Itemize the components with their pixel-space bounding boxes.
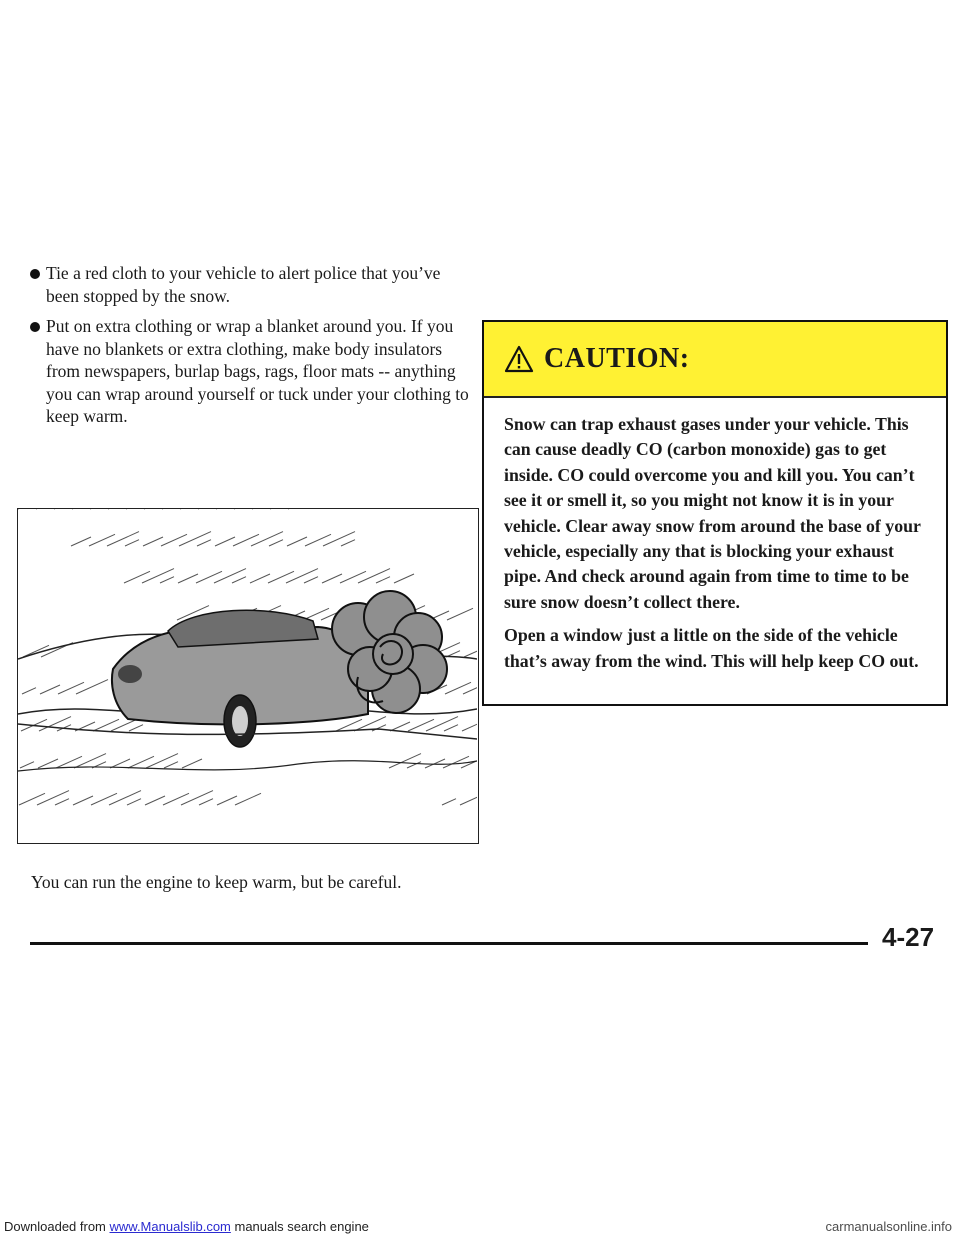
- snowfall-line: [426, 717, 458, 731]
- snowfall-line: [182, 759, 202, 768]
- snowfall-line: [464, 648, 477, 657]
- snowfall-line: [232, 577, 246, 583]
- bullet-dot-icon: [30, 269, 40, 279]
- snowfall-line: [444, 725, 458, 731]
- snowfall-line: [73, 796, 93, 805]
- bullet-text: Tie a red cloth to your vehicle to alert police that you’ve been stopped by the snow.: [46, 263, 441, 306]
- snowfall-line: [125, 540, 139, 546]
- snowfall-line: [460, 796, 477, 805]
- snowfall-line: [217, 796, 237, 805]
- download-watermark: [4, 1219, 369, 1234]
- snowfall-line: [304, 577, 318, 583]
- snowfall-line: [127, 799, 141, 805]
- snowfall-line: [160, 577, 174, 583]
- snowfall-line: [287, 537, 307, 546]
- snowfall-line: [394, 574, 414, 583]
- snowfall-line: [269, 540, 283, 546]
- site-watermark: carmanualsonline.info: [825, 1219, 952, 1234]
- bullet-list: [30, 262, 470, 436]
- snowfall-line: [462, 722, 477, 731]
- snowfall-line: [181, 791, 213, 805]
- snowfall-line: [20, 762, 34, 768]
- snowfall-line: [179, 532, 211, 546]
- car-in-snow-drawing: [18, 509, 477, 842]
- snowfall-line: [74, 754, 106, 768]
- bullet-text: Put on extra clothing or wrap a blanket around you. If you have no blankets or extra clothing, make body insulators from newspapers, burlap bags, rags, floor mats -- anything you can wrap around yourself or tuck under your clothing to keep warm.: [46, 316, 469, 426]
- snowfall-line: [461, 754, 477, 768]
- snowfall-line: [40, 685, 60, 694]
- caution-title: CAUTION:: [544, 343, 690, 374]
- watermark-prefix: Downloaded from: [4, 1219, 110, 1234]
- snowfall-line: [358, 569, 390, 583]
- snowfall-line: [250, 574, 270, 583]
- snowfall-line: [235, 793, 261, 805]
- body-text: You can run the engine to keep warm, but be careful.: [31, 872, 402, 892]
- car-in-snow-illustration: [17, 508, 479, 844]
- caution-box: [482, 320, 948, 706]
- caution-paragraph: Snow can trap exhaust gases under your vehicle. This can cause deadly CO (carbon monoxide) gas to get inside. CO could overcome you and kill you. You can’t see it or smell it, so you might not know it is in your vehicle. Clear away snow from around the base of your vehicle, especially any that is blocking your exhaust pipe. And check around again from time to time to be sure snow doesn’t collect there.: [504, 414, 921, 612]
- snowfall-line: [463, 680, 477, 694]
- snowfall-line: [145, 796, 165, 805]
- snowfall-line: [214, 569, 246, 583]
- snowfall-line: [389, 754, 421, 768]
- snowfall-line: [142, 569, 174, 583]
- snowfall-line: [178, 574, 198, 583]
- snowfall-line: [38, 759, 58, 768]
- snowfall-line: [143, 537, 163, 546]
- snowfall-line: [107, 532, 139, 546]
- snowfall-line: [55, 799, 69, 805]
- snowfall-line: [22, 688, 36, 694]
- snowfall-line: [76, 680, 108, 694]
- manualslib-link[interactable]: www.Manualslib.com: [109, 1219, 231, 1234]
- caution-header: [484, 322, 946, 398]
- snowfall-line: [447, 608, 473, 620]
- snowfall-line: [129, 725, 143, 731]
- snowfall-line: [251, 532, 283, 546]
- snowfall-line: [37, 791, 69, 805]
- page-rule: [30, 942, 868, 945]
- watermark-suffix: manuals search engine: [230, 1219, 369, 1234]
- snowfall-line: [442, 799, 456, 805]
- snowfall-line: [323, 532, 355, 546]
- snowfall-line: [197, 540, 211, 546]
- snowfall-line: [286, 569, 318, 583]
- warning-triangle-icon: [504, 345, 534, 373]
- snowfall-line: [215, 537, 235, 546]
- snowfall-line: [322, 574, 342, 583]
- snowfall-line: [71, 537, 91, 546]
- caution-paragraph: Open a window just a little on the side of the vehicle that’s away from the wind. This will help keep CO out.: [504, 625, 919, 671]
- snowfall-line: [164, 762, 178, 768]
- snowfall-line: [199, 799, 213, 805]
- page-number: 4-27: [882, 922, 935, 952]
- snowfall-line: [376, 577, 390, 583]
- bullet-item: [30, 315, 470, 428]
- snowfall-line: [109, 791, 141, 805]
- snowfall-line: [390, 722, 410, 731]
- bullet-dot-icon: [30, 322, 40, 332]
- snowfall-line: [341, 540, 355, 546]
- snowfall-line: [146, 754, 178, 768]
- bullet-item: [30, 262, 470, 307]
- caution-body: [484, 398, 946, 674]
